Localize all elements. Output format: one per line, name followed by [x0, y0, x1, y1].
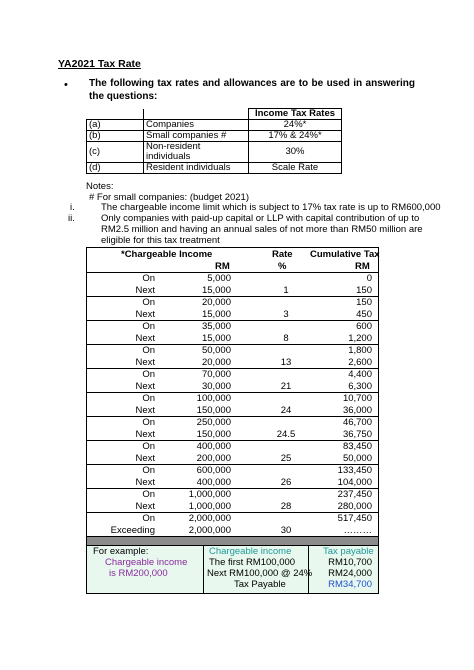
scale-row-group	[87, 368, 378, 392]
scale-row	[87, 441, 378, 453]
scale-row-group	[87, 320, 378, 344]
scale-row	[87, 417, 378, 429]
scale-rate: 21	[280, 380, 292, 392]
rates-row	[87, 131, 342, 142]
example-first: The first RM100,000	[209, 557, 296, 568]
example-pay-amount: RM10,700	[328, 557, 372, 568]
scale-amount: 15,000	[201, 308, 231, 320]
scale-cumulative: 50,000	[342, 452, 372, 464]
scale-row	[87, 273, 378, 285]
example-ci-line: is RM200,000	[109, 568, 168, 579]
rates-header: Income Tax Rates	[249, 109, 342, 120]
scale-cumulative: 36,750	[342, 428, 372, 440]
scale-label: On	[142, 417, 155, 428]
rate-label: (d)	[87, 163, 144, 174]
scale-amount: 15,000	[201, 332, 231, 344]
rate-value: 17% & 24%*	[249, 131, 342, 142]
example-tax-payable-label: Tax Payable	[234, 579, 286, 590]
scale-cumulative: 450	[356, 308, 372, 320]
scale-row-group	[87, 440, 378, 464]
scale-amount: 1,000,000	[188, 489, 231, 500]
scale-label: Next	[135, 308, 155, 320]
scale-amount: 250,000	[196, 417, 231, 428]
rates-row	[87, 163, 342, 174]
scale-label: Exceeding	[110, 524, 155, 536]
scale-label: On	[142, 297, 155, 308]
scale-cumulative: 237,450	[337, 489, 372, 500]
rate-value: 30%	[249, 142, 342, 163]
scale-row	[87, 345, 378, 357]
rate-label: (a)	[87, 120, 144, 131]
page-title: YA2021 Tax Rate	[58, 58, 141, 70]
scale-rate: 26	[280, 476, 292, 488]
scale-amount: 150,000	[196, 428, 231, 440]
rate-value: 24%*	[249, 120, 342, 131]
header-cum-unit: RM	[355, 261, 370, 272]
scale-cumulative: 517,450	[337, 513, 372, 524]
scale-cumulative: 1,200	[348, 332, 372, 344]
scale-rate: 24	[280, 404, 292, 416]
note-text: Only companies with paid-up capital or LLP with capital contribution of up to	[101, 213, 420, 224]
scale-row-group	[87, 512, 378, 536]
header-rate-unit: %	[278, 261, 287, 272]
scale-amount: 70,000	[201, 369, 231, 380]
scale-amount: 20,000	[201, 297, 231, 308]
scale-cumulative: 10,700	[342, 393, 372, 404]
example-col-head: Chargeable income	[209, 546, 292, 557]
notes-sub: # For small companies: (budget 2021)	[89, 192, 249, 203]
scale-label: On	[142, 489, 155, 500]
rate-label: (c)	[87, 142, 144, 163]
rate-name: Companies	[144, 120, 249, 131]
rates-row	[87, 120, 342, 131]
scale-row	[87, 369, 378, 381]
header-rate: Rate	[272, 249, 293, 260]
scale-row-group	[87, 344, 378, 368]
scale-row	[87, 453, 378, 465]
scale-row-group	[87, 392, 378, 416]
scale-rate-table	[86, 247, 379, 594]
scale-label: Next	[135, 380, 155, 392]
scale-label: On	[142, 393, 155, 404]
scale-amount: 5,000	[207, 273, 231, 284]
note-number: ii.	[68, 213, 75, 224]
scale-cumulative: 280,000	[337, 500, 372, 512]
scale-row	[87, 405, 378, 417]
scale-cumulative: 1,800	[348, 345, 372, 356]
scale-row	[87, 357, 378, 369]
scale-amount: 2,000,000	[188, 513, 231, 524]
scale-cumulative: 83,450	[342, 441, 372, 452]
scale-rate: 3	[283, 308, 289, 320]
scale-rate: 24.5	[276, 428, 296, 440]
rate-name: Non-resident individuals	[144, 142, 249, 163]
note-number: i.	[70, 202, 75, 213]
scale-label: On	[142, 321, 155, 332]
scale-cumulative: 150	[356, 284, 372, 296]
scale-label: On	[142, 465, 155, 476]
example-pay-head: Tax payable	[323, 546, 374, 557]
scale-label: On	[142, 369, 155, 380]
scale-row	[87, 501, 378, 513]
scale-row	[87, 465, 378, 477]
scale-row	[87, 513, 378, 525]
scale-cumulative: 6,300	[348, 380, 372, 392]
notes-heading: Notes:	[86, 181, 114, 192]
scale-amount: 50,000	[201, 345, 231, 356]
rate-value: Scale Rate	[249, 163, 342, 174]
example-ci-line: Chargeable income	[105, 557, 188, 568]
scale-cumulative: 2,600	[348, 356, 372, 368]
scale-cumulative: 600	[356, 321, 372, 332]
note-text: The chargeable income limit which is subject to 17% tax rate is up to RM600,000	[101, 202, 441, 213]
scale-amount: 400,000	[196, 441, 231, 452]
bullet-mark: •	[64, 79, 68, 91]
scale-cumulative: ………	[343, 524, 372, 536]
intro-text: The following tax rates and allowances are to be used in answering the questions:	[89, 78, 415, 102]
scale-rate: 30	[280, 524, 292, 536]
scale-rate: 25	[280, 452, 292, 464]
scale-cumulative: 0	[366, 273, 372, 284]
rate-label: (b)	[87, 131, 144, 142]
blank-cell	[87, 109, 144, 120]
scale-row-group	[87, 488, 378, 512]
scale-amount: 1,000,000	[188, 500, 231, 512]
scale-label: Next	[135, 452, 155, 464]
header-chargeable-income: *Chargeable Income	[121, 249, 213, 260]
scale-label: On	[142, 441, 155, 452]
scale-rate: 1	[283, 284, 289, 296]
scale-row-group	[87, 272, 378, 296]
blank-cell	[144, 109, 249, 120]
scale-amount: 35,000	[201, 321, 231, 332]
scale-row	[87, 489, 378, 501]
scale-cumulative: 150	[356, 297, 372, 308]
gray-separator	[87, 536, 378, 545]
scale-row	[87, 381, 378, 393]
scale-row	[87, 429, 378, 441]
scale-cumulative: 4,400	[348, 369, 372, 380]
scale-rate: 13	[280, 356, 292, 368]
scale-label: Next	[135, 356, 155, 368]
scale-row-group	[87, 416, 378, 440]
scale-amount: 100,000	[196, 393, 231, 404]
scale-amount: 150,000	[196, 404, 231, 416]
scale-body	[87, 272, 378, 536]
scale-cumulative: 104,000	[337, 476, 372, 488]
scale-header	[87, 248, 378, 272]
scale-label: Next	[135, 428, 155, 440]
example-pay-amount: RM24,000	[328, 568, 372, 579]
scale-cumulative: 36,000	[342, 404, 372, 416]
example-section	[87, 545, 378, 593]
rates-header-row	[87, 109, 342, 120]
scale-amount: 600,000	[196, 465, 231, 476]
scale-amount: 30,000	[201, 380, 231, 392]
scale-row	[87, 525, 378, 537]
example-label: For example:	[93, 546, 149, 557]
scale-label: On	[142, 273, 155, 284]
scale-label: Next	[135, 404, 155, 416]
example-divider	[203, 546, 204, 593]
note-text: RM2.5 million and having an annual sales of not more than RM50 million are	[101, 224, 423, 235]
example-pay-total: RM34,700	[328, 579, 372, 590]
scale-row	[87, 309, 378, 321]
scale-row-group	[87, 296, 378, 320]
scale-label: Next	[135, 332, 155, 344]
scale-row	[87, 321, 378, 333]
scale-amount: 400,000	[196, 476, 231, 488]
scale-cumulative: 133,450	[337, 465, 372, 476]
scale-amount: 15,000	[201, 284, 231, 296]
scale-label: On	[142, 345, 155, 356]
example-next: Next RM100,000 @ 24%	[207, 568, 313, 579]
header-cumulative-tax: Cumulative Tax	[310, 249, 380, 260]
scale-row	[87, 297, 378, 309]
scale-label: Next	[135, 500, 155, 512]
scale-rate: 28	[280, 500, 292, 512]
scale-row	[87, 477, 378, 489]
note-text: eligible for this tax treatment	[101, 235, 220, 246]
scale-label: Next	[135, 476, 155, 488]
header-income-unit: RM	[215, 261, 230, 272]
rate-name: Resident individuals	[144, 163, 249, 174]
scale-amount: 200,000	[196, 452, 231, 464]
scale-label: On	[142, 513, 155, 524]
scale-amount: 2,000,000	[188, 524, 231, 536]
scale-amount: 20,000	[201, 356, 231, 368]
scale-rate: 8	[283, 332, 289, 344]
scale-row	[87, 393, 378, 405]
income-tax-rates-table	[86, 108, 342, 174]
scale-row	[87, 285, 378, 297]
scale-cumulative: 46,700	[342, 417, 372, 428]
scale-row	[87, 333, 378, 345]
rate-name: Small companies #	[144, 131, 249, 142]
rates-row	[87, 142, 342, 163]
scale-label: Next	[135, 284, 155, 296]
scale-row-group	[87, 464, 378, 488]
